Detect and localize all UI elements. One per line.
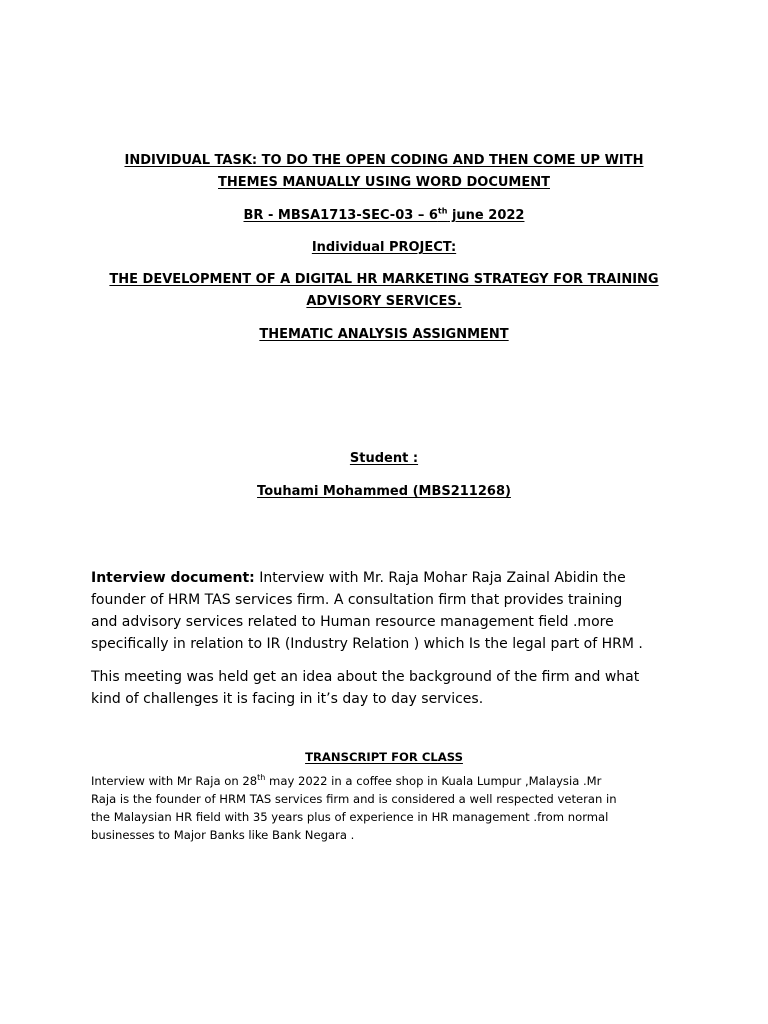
student-name: Touhami Mohammed (MBS211268)	[257, 484, 511, 499]
transcript-line3: the Malaysian HR field with 35 years plus of experience in HR management .from normal	[91, 810, 609, 824]
task-title	[0, 150, 768, 194]
task-title-line2: THEMES MANUALLY USING WORD DOCUMENT	[218, 175, 550, 190]
task-title-line1: INDIVIDUAL TASK: TO DO THE OPEN CODING AND THEN COME UP WITH	[124, 153, 644, 168]
interview-line1-text: Interview with Mr. Raja Mohar Raja Zainal Abidin the	[254, 570, 626, 586]
interview-line1	[91, 567, 691, 589]
transcript-line1-a: Interview with Mr Raja on 28	[91, 774, 258, 788]
transcript-line4: businesses to Major Banks like Bank Negara .	[91, 828, 355, 842]
course-code: BR - MBSA1713-SEC-03 – 6	[243, 208, 438, 223]
transcript-line1-b: may 2022 in a coffee shop in Kuala Lumpur ,Malaysia .Mr	[265, 774, 602, 788]
transcript-line2: Raja is the founder of HRM TAS services firm and is considered a well respected veteran in	[91, 792, 617, 806]
course-line	[0, 205, 768, 227]
interview-line2: founder of HRM TAS services firm. A consultation firm that provides training	[91, 592, 623, 608]
project-title-line2: ADVISORY SERVICES.	[306, 294, 462, 309]
transcript-heading: TRANSCRIPT FOR CLASS	[305, 750, 463, 764]
assignment-title: THEMATIC ANALYSIS ASSIGNMENT	[259, 327, 509, 342]
meeting-line2: kind of challenges it is facing in it’s day to day services.	[91, 691, 484, 707]
meeting-paragraph	[91, 666, 691, 710]
student-label: Student :	[349, 451, 419, 466]
project-label: Individual PROJECT:	[311, 240, 457, 255]
transcript-line1	[91, 772, 691, 790]
course-date-sup: th	[437, 206, 448, 216]
project-title-line1: THE DEVELOPMENT OF A DIGITAL HR MARKETING STRATEGY FOR TRAINING	[109, 272, 659, 287]
interview-paragraph	[91, 567, 691, 655]
transcript-paragraph	[91, 772, 691, 844]
meeting-line1: This meeting was held get an idea about the background of the firm and what	[91, 669, 640, 685]
transcript-date-sup: th	[257, 773, 266, 783]
course-date: june 2022	[447, 208, 525, 223]
interview-label: Interview document:	[91, 570, 255, 586]
project-title	[0, 269, 768, 313]
interview-line3: and advisory services related to Human resource management field .more	[91, 614, 614, 630]
interview-line4: specifically in relation to IR (Industry Relation ) which Is the legal part of HRM .	[91, 636, 643, 652]
